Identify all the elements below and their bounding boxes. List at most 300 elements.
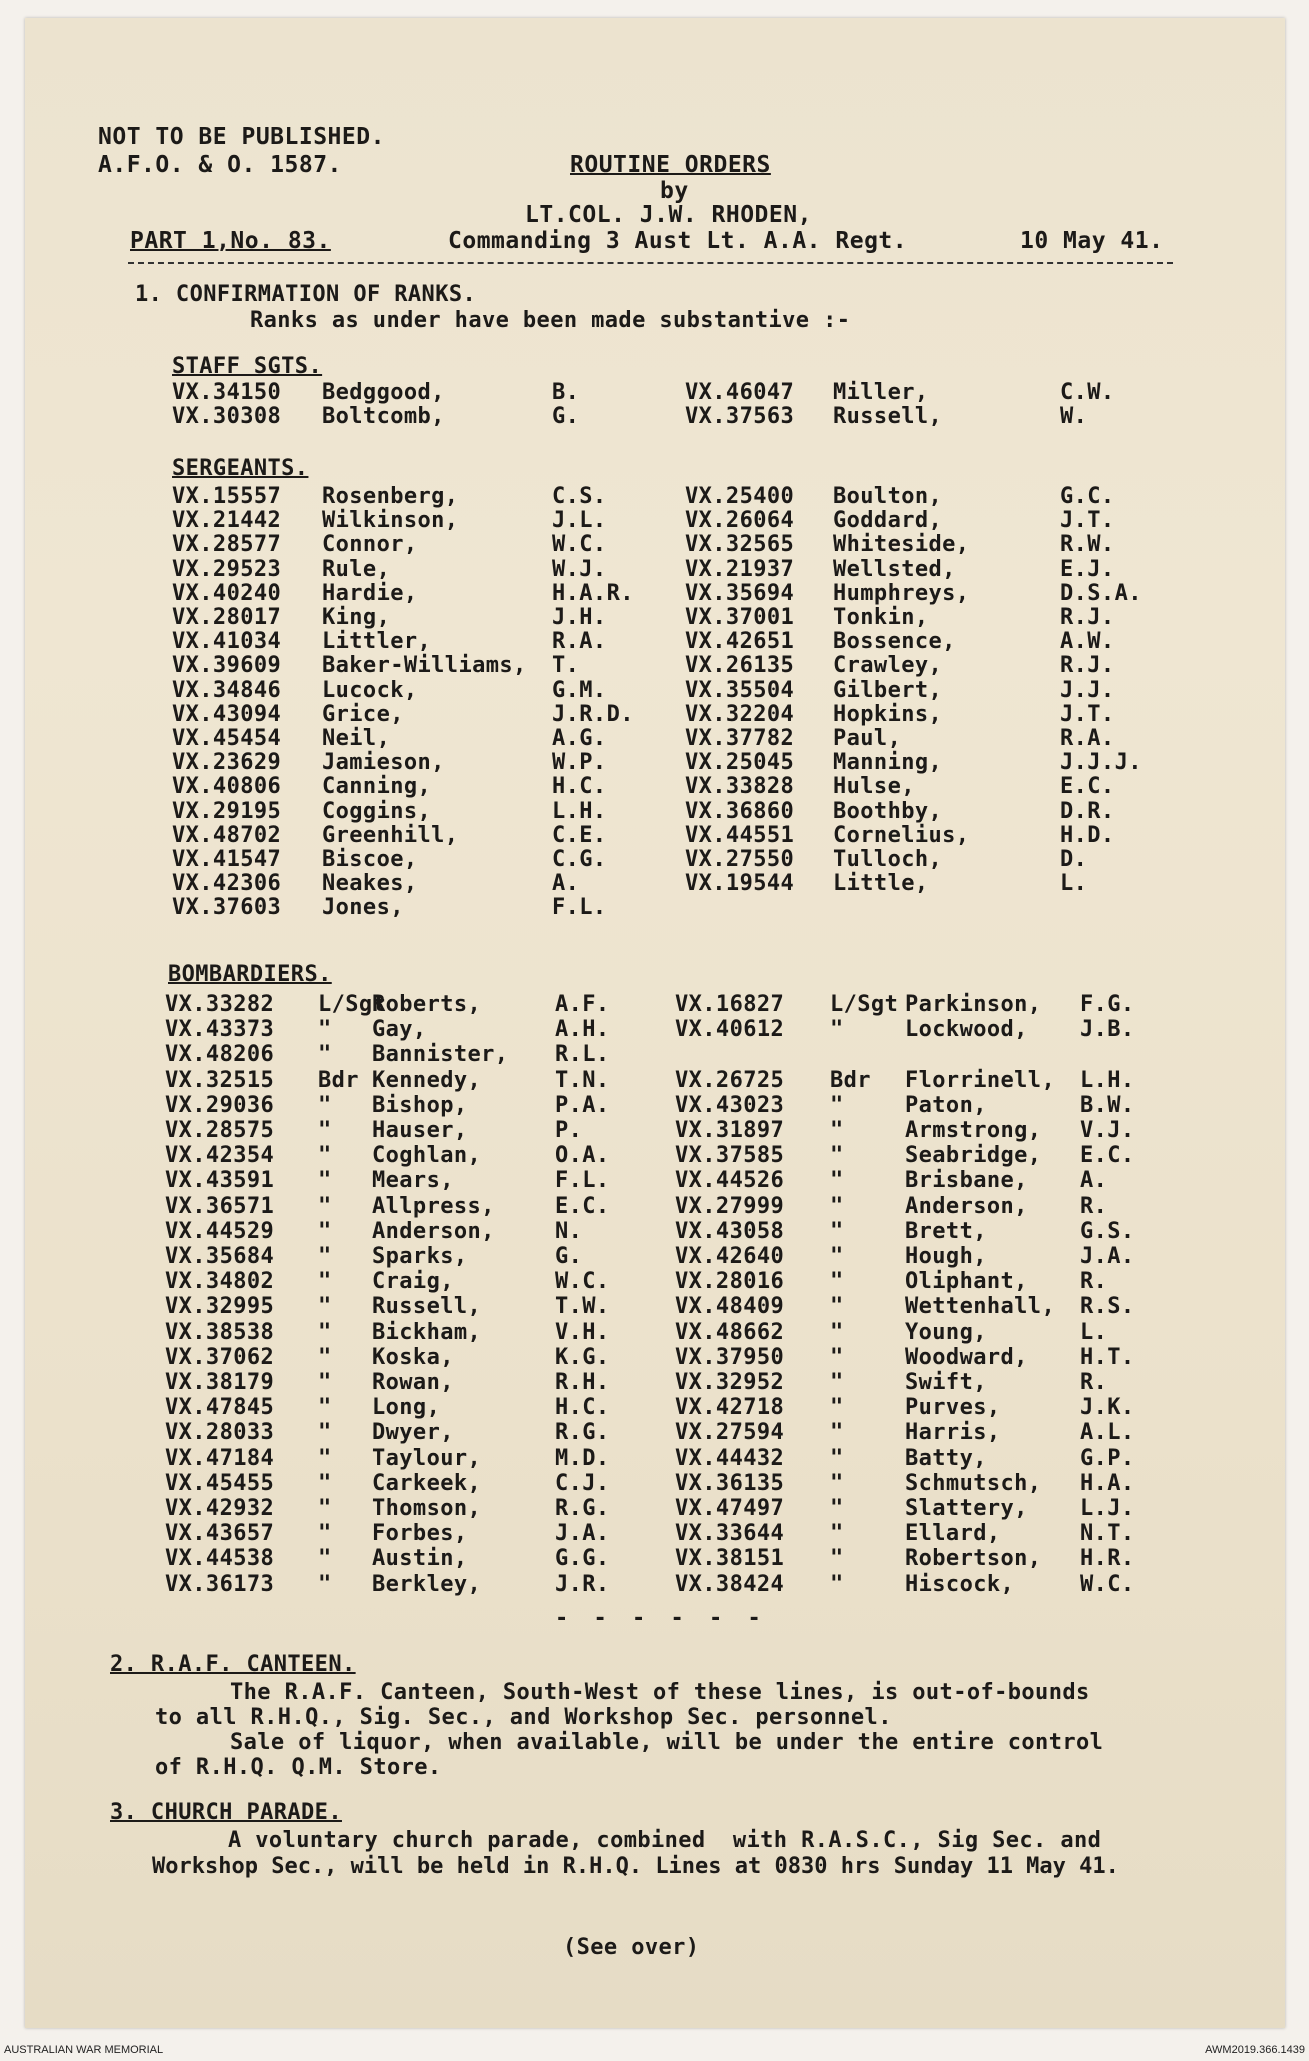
service-number: VX.34150: [172, 380, 282, 405]
initials: L.J.: [1080, 1496, 1135, 1521]
service-number: VX.47845: [165, 1395, 275, 1421]
service-number: VX.44529: [165, 1218, 275, 1244]
service-number: VX.30308: [172, 404, 282, 429]
surname: Russell,: [372, 1294, 482, 1320]
surname: Manning,: [833, 750, 943, 776]
service-number: VX.37001: [685, 605, 795, 630]
surname: Goddard,: [833, 508, 943, 534]
initials: F.L.: [555, 1168, 610, 1194]
part-number: PART 1,No. 83.: [130, 228, 331, 254]
initials: H.C.: [555, 1395, 610, 1421]
section-3-line-2: Workshop Sec., will be held in R.H.Q. Lines at 0830 hrs Sunday 11 May 41.: [152, 1854, 1119, 1879]
surname: Lucock,: [322, 677, 418, 703]
surname: Wilkinson,: [322, 508, 459, 534]
service-number: VX.32995: [165, 1294, 275, 1320]
initials: G.G.: [555, 1546, 610, 1572]
initials: C.J.: [555, 1470, 610, 1496]
rank: ": [318, 1496, 332, 1521]
surname: Wettenhall,: [905, 1294, 1056, 1320]
surname: Tonkin,: [833, 605, 929, 630]
rank: ": [318, 1395, 332, 1421]
rank: ": [318, 1269, 332, 1295]
surname: Cornelius,: [833, 822, 970, 848]
rank: ": [830, 1294, 844, 1320]
initials: F.L.: [552, 895, 607, 921]
rank: ": [830, 1470, 844, 1496]
surname: Anderson,: [372, 1218, 495, 1244]
see-over-note: (See over): [563, 1935, 700, 1960]
service-number: VX.42306: [172, 871, 282, 897]
surname: Sparks,: [372, 1244, 468, 1269]
surname: Neil,: [322, 726, 391, 751]
rank: L/Sgt: [318, 992, 387, 1017]
initials: T.W.: [555, 1294, 610, 1320]
initials: W.C.: [555, 1269, 610, 1295]
service-number: VX.38179: [165, 1370, 275, 1395]
initials: G.: [555, 1244, 583, 1269]
surname: Baker-Williams,: [322, 653, 527, 679]
initials: W.C.: [1080, 1571, 1135, 1597]
surname: Crawley,: [833, 653, 943, 679]
initials: J.J.: [1060, 677, 1115, 703]
service-number: VX.40240: [172, 580, 282, 606]
initials: W.J.: [552, 556, 607, 582]
surname: Biscoe,: [322, 847, 418, 872]
surname: Florrinell,: [905, 1067, 1056, 1093]
service-number: VX.26064: [685, 508, 795, 534]
service-number: VX.37062: [165, 1344, 275, 1370]
section-1-heading: 1. CONFIRMATION OF RANKS.: [135, 282, 477, 307]
service-number: VX.40806: [172, 774, 282, 800]
service-number: VX.25400: [685, 484, 795, 509]
initials: R.: [1080, 1193, 1108, 1219]
initials: H.A.R.: [552, 580, 634, 606]
surname: Canning,: [322, 774, 432, 800]
surname: Wellsted,: [833, 556, 956, 582]
service-number: VX.40612: [675, 1017, 785, 1043]
rank: ": [318, 1370, 332, 1395]
service-number: VX.29195: [172, 798, 282, 824]
initials: J.B.: [1080, 1017, 1135, 1043]
service-number: VX.43023: [675, 1092, 785, 1118]
rank: ": [830, 1571, 844, 1597]
surname: Whiteside,: [833, 532, 970, 558]
surname: Parkinson,: [905, 992, 1042, 1017]
service-number: VX.43657: [165, 1521, 275, 1547]
command-line: Commanding 3 Aust Lt. A.A. Regt.: [448, 228, 908, 254]
staff-sgts-heading: STAFF SGTS.: [172, 354, 323, 379]
service-number: VX.32952: [675, 1370, 785, 1395]
initials: R.J.: [1060, 653, 1115, 679]
service-number: VX.23629: [172, 750, 282, 776]
section-2-line-3: Sale of liquor, when available, will be under the entire control: [230, 1730, 1104, 1755]
surname: Koska,: [372, 1344, 454, 1370]
rank: ": [830, 1168, 844, 1194]
initials: A.: [1080, 1168, 1108, 1194]
initials: R.J.: [1060, 605, 1115, 630]
initials: P.A.: [555, 1092, 610, 1118]
rank: ": [318, 1244, 332, 1269]
rank: ": [830, 1244, 844, 1269]
surname: Anderson,: [905, 1193, 1028, 1219]
rank: ": [830, 1319, 844, 1345]
surname: Hopkins,: [833, 701, 943, 727]
service-number: VX.19544: [685, 871, 795, 897]
surname: Seabridge,: [905, 1143, 1042, 1169]
initials: P.: [555, 1118, 583, 1143]
rank: ": [830, 1395, 844, 1421]
service-number: VX.33282: [165, 992, 275, 1017]
service-number: VX.21442: [172, 508, 282, 534]
surname: Bickham,: [372, 1319, 482, 1345]
surname: Purves,: [905, 1395, 1001, 1421]
service-number: VX.26135: [685, 653, 795, 679]
service-number: VX.37782: [685, 726, 795, 751]
initials: R.S.: [1080, 1294, 1135, 1320]
initials: R.: [1080, 1269, 1108, 1295]
surname: Hough,: [905, 1244, 987, 1269]
service-number: VX.37603: [172, 895, 282, 921]
initials: L.H.: [552, 798, 607, 824]
surname: Kennedy,: [372, 1067, 482, 1093]
service-number: VX.25045: [685, 750, 795, 776]
rank: ": [830, 1445, 844, 1471]
initials: J.A.: [1080, 1244, 1135, 1269]
initials: R.W.: [1060, 532, 1115, 558]
service-number: VX.44432: [675, 1445, 785, 1471]
order-date: 10 May 41.: [1020, 228, 1164, 254]
initials: C.G.: [552, 847, 607, 872]
surname: Hiscock,: [905, 1571, 1015, 1597]
surname: Gilbert,: [833, 677, 943, 703]
archive-credit: AUSTRALIAN WAR MEMORIAL: [4, 2044, 164, 2056]
rank: ": [830, 1496, 844, 1521]
surname: Young,: [905, 1319, 987, 1345]
surname: Forbes,: [372, 1521, 468, 1547]
initials: V.H.: [555, 1319, 610, 1345]
section-3-heading: 3. CHURCH PARADE.: [110, 1800, 342, 1825]
service-number: VX.36135: [675, 1470, 785, 1496]
initials: G.M.: [552, 677, 607, 703]
service-number: VX.29036: [165, 1092, 275, 1118]
rank: ": [318, 1546, 332, 1572]
sergeants-heading: SERGEANTS.: [172, 456, 309, 481]
rank: ": [318, 1319, 332, 1345]
surname: Austin,: [372, 1546, 468, 1572]
initials: L.: [1080, 1319, 1108, 1345]
initials: G.S.: [1080, 1218, 1135, 1244]
initials: L.: [1060, 871, 1088, 897]
initials: R.A.: [1060, 726, 1115, 751]
rank: ": [318, 1470, 332, 1496]
service-number: VX.47184: [165, 1445, 275, 1471]
surname: Gay,: [372, 1017, 427, 1043]
by-line: by: [660, 178, 689, 204]
rank: ": [318, 1521, 332, 1547]
rank: ": [830, 1017, 844, 1043]
surname: Coggins,: [322, 798, 432, 824]
initials: R.A.: [552, 629, 607, 655]
rank: ": [830, 1344, 844, 1370]
initials: A.G.: [552, 726, 607, 751]
service-number: VX.27999: [675, 1193, 785, 1219]
rank: ": [830, 1269, 844, 1295]
service-number: VX.26725: [675, 1067, 785, 1093]
surname: Batty,: [905, 1445, 987, 1471]
surname: Greenhill,: [322, 822, 459, 848]
surname: Slattery,: [905, 1496, 1028, 1521]
initials: T.N.: [555, 1067, 610, 1093]
initials: L.H.: [1080, 1067, 1135, 1093]
initials: R.G.: [555, 1496, 610, 1521]
service-number: VX.31897: [675, 1118, 785, 1143]
service-number: VX.35504: [685, 677, 795, 703]
initials: M.D.: [555, 1445, 610, 1471]
initials: J.R.: [555, 1571, 610, 1597]
surname: Neakes,: [322, 871, 418, 897]
initials: F.G.: [1080, 992, 1135, 1017]
surname: Brett,: [905, 1218, 987, 1244]
initials: C.S.: [552, 484, 607, 509]
surname: Bishop,: [372, 1092, 468, 1118]
initials: E.C.: [1060, 774, 1115, 800]
initials: H.D.: [1060, 822, 1115, 848]
rank: ": [830, 1143, 844, 1169]
service-number: VX.36571: [165, 1193, 275, 1219]
initials: H.T.: [1080, 1344, 1135, 1370]
service-number: VX.41547: [172, 847, 282, 872]
service-number: VX.48206: [165, 1042, 275, 1068]
service-number: VX.46047: [685, 380, 795, 405]
section-3-line-1: A voluntary church parade, combined with R.A.S.C., Sig Sec. and: [228, 1828, 1102, 1853]
service-number: VX.45455: [165, 1470, 275, 1496]
surname: Dwyer,: [372, 1420, 454, 1446]
surname: Tulloch,: [833, 847, 943, 872]
rank: ": [318, 1143, 332, 1169]
initials: J.A.: [555, 1521, 610, 1547]
surname: Paton,: [905, 1092, 987, 1118]
section-1-intro: Ranks as under have been made substantive :-: [250, 308, 851, 333]
surname: Bedggood,: [322, 380, 445, 405]
surname: Roberts,: [372, 992, 482, 1017]
surname: Paul,: [833, 726, 902, 751]
surname: King,: [322, 605, 391, 630]
rank: ": [318, 1042, 332, 1068]
service-number: VX.38424: [675, 1571, 785, 1597]
rank: ": [318, 1168, 332, 1194]
rank: Bdr: [318, 1067, 359, 1093]
surname: Littler,: [322, 629, 432, 655]
section-2-line-1: The R.A.F. Canteen, South-West of these lines, is out-of-bounds: [230, 1680, 1090, 1705]
initials: B.: [552, 380, 580, 405]
initials: W.C.: [552, 532, 607, 558]
service-number: VX.37585: [675, 1143, 785, 1169]
service-number: VX.41034: [172, 629, 282, 655]
service-number: VX.29523: [172, 556, 282, 582]
service-number: VX.44551: [685, 822, 795, 848]
initials: A.L.: [1080, 1420, 1135, 1446]
initials: A.F.: [555, 992, 610, 1017]
service-number: VX.28577: [172, 532, 282, 558]
service-number: VX.32515: [165, 1067, 275, 1093]
rank: L/Sgt: [830, 992, 899, 1017]
initials: H.C.: [552, 774, 607, 800]
surname: Robertson,: [905, 1546, 1042, 1572]
initials: H.A.: [1080, 1470, 1135, 1496]
initials: A.W.: [1060, 629, 1115, 655]
surname: Oliphant,: [905, 1269, 1028, 1295]
initials: D.R.: [1060, 798, 1115, 824]
section-2-heading: 2. R.A.F. CANTEEN.: [110, 1652, 356, 1677]
initials: A.H.: [555, 1017, 610, 1043]
service-number: VX.42932: [165, 1496, 275, 1521]
initials: R.L.: [555, 1042, 610, 1068]
service-number: VX.28017: [172, 605, 282, 630]
service-number: VX.43094: [172, 701, 282, 727]
bombardiers-heading: BOMBARDIERS.: [168, 962, 332, 987]
service-number: VX.16827: [675, 992, 785, 1017]
initials: E.C.: [555, 1193, 610, 1219]
surname: Hauser,: [372, 1118, 468, 1143]
service-number: VX.21937: [685, 556, 795, 582]
initials: J.T.: [1060, 701, 1115, 727]
surname: Rosenberg,: [322, 484, 459, 509]
initials: J.L.: [552, 508, 607, 534]
rank: ": [830, 1092, 844, 1118]
service-number: VX.35694: [685, 580, 795, 606]
initials: G.P.: [1080, 1445, 1135, 1471]
service-number: VX.32565: [685, 532, 795, 558]
rank: ": [830, 1370, 844, 1395]
service-number: VX.47497: [675, 1496, 785, 1521]
service-number: VX.45454: [172, 726, 282, 751]
rank: ": [830, 1118, 844, 1143]
surname: Swift,: [905, 1370, 987, 1395]
rank: ": [318, 1571, 332, 1597]
initials: R.: [1080, 1370, 1108, 1395]
rank: ": [318, 1445, 332, 1471]
initials: H.R.: [1080, 1546, 1135, 1572]
initials: J.K.: [1080, 1395, 1135, 1421]
surname: Armstrong,: [905, 1118, 1042, 1143]
surname: Russell,: [833, 404, 943, 429]
rank: ": [318, 1294, 332, 1320]
surname: Craig,: [372, 1269, 454, 1295]
initials: T.: [552, 653, 580, 679]
service-number: VX.44538: [165, 1546, 275, 1572]
service-number: VX.27550: [685, 847, 795, 872]
service-number: VX.36173: [165, 1571, 275, 1597]
rank: ": [318, 1218, 332, 1244]
surname: Taylour,: [372, 1445, 482, 1471]
rank: ": [318, 1344, 332, 1370]
initials: E.C.: [1080, 1143, 1135, 1169]
initials: R.H.: [555, 1370, 610, 1395]
service-number: VX.38151: [675, 1546, 785, 1572]
initials: K.G.: [555, 1344, 610, 1370]
service-number: VX.37950: [675, 1344, 785, 1370]
rank: ": [830, 1193, 844, 1219]
initials: C.E.: [552, 822, 607, 848]
initials: D.: [1060, 847, 1088, 872]
service-number: VX.42354: [165, 1143, 275, 1169]
initials: G.C.: [1060, 484, 1115, 509]
officer-name: LT.COL. J.W. RHODEN,: [525, 202, 812, 228]
initials: N.T.: [1080, 1521, 1135, 1547]
surname: Little,: [833, 871, 929, 897]
surname: Schmutsch,: [905, 1470, 1042, 1496]
service-number: VX.32204: [685, 701, 795, 727]
surname: Jamieson,: [322, 750, 445, 776]
surname: Harris,: [905, 1420, 1001, 1446]
initials: C.W.: [1060, 380, 1115, 405]
surname: Bannister,: [372, 1042, 509, 1068]
afo-reference: A.F.O. & O. 1587.: [98, 152, 342, 178]
service-number: VX.35684: [165, 1244, 275, 1269]
surname: Woodward,: [905, 1344, 1028, 1370]
service-number: VX.34846: [172, 677, 282, 703]
service-number: VX.28016: [675, 1269, 785, 1295]
initials: J.T.: [1060, 508, 1115, 534]
surname: Rowan,: [372, 1370, 454, 1395]
surname: Berkley,: [372, 1571, 482, 1597]
surname: Long,: [372, 1395, 441, 1421]
initials: R.G.: [555, 1420, 610, 1446]
service-number: VX.27594: [675, 1420, 785, 1446]
service-number: VX.36860: [685, 798, 795, 824]
service-number: VX.43591: [165, 1168, 275, 1194]
initials: W.P.: [552, 750, 607, 776]
rank: ": [318, 1118, 332, 1143]
surname: Humphreys,: [833, 580, 970, 606]
service-number: VX.42640: [675, 1244, 785, 1269]
surname: Coghlan,: [372, 1143, 482, 1169]
initials: J.R.D.: [552, 701, 634, 727]
surname: Carkeek,: [372, 1470, 482, 1496]
service-number: VX.38538: [165, 1319, 275, 1345]
service-number: VX.28033: [165, 1420, 275, 1446]
initials: W.: [1060, 404, 1088, 429]
initials: J.H.: [552, 605, 607, 630]
service-number: VX.48409: [675, 1294, 785, 1320]
list-end-dashes: - - - - - -: [555, 1606, 767, 1631]
service-number: VX.48702: [172, 822, 282, 848]
service-number: VX.37563: [685, 404, 795, 429]
surname: Miller,: [833, 380, 929, 405]
initials: A.: [552, 871, 580, 897]
section-2-line-2: to all R.H.Q., Sig. Sec., and Workshop Sec. personnel.: [155, 1705, 892, 1730]
archive-reference: AWM2019.366.1439: [1205, 2044, 1305, 2056]
surname: Grice,: [322, 701, 404, 727]
initials: J.J.J.: [1060, 750, 1142, 776]
surname: Bossence,: [833, 629, 956, 655]
initials: E.J.: [1060, 556, 1115, 582]
surname: Boltcomb,: [322, 404, 445, 429]
surname: Connor,: [322, 532, 418, 558]
surname: Ellard,: [905, 1521, 1001, 1547]
initials: O.A.: [555, 1143, 610, 1169]
service-number: VX.44526: [675, 1168, 785, 1194]
service-number: VX.39609: [172, 653, 282, 679]
rank: ": [830, 1521, 844, 1547]
surname: Boulton,: [833, 484, 943, 509]
rank: Bdr: [830, 1067, 871, 1093]
surname: Brisbane,: [905, 1168, 1028, 1194]
service-number: VX.43373: [165, 1017, 275, 1043]
surname: Jones,: [322, 895, 404, 921]
surname: Rule,: [322, 556, 391, 582]
restriction-line: NOT TO BE PUBLISHED.: [98, 124, 385, 150]
